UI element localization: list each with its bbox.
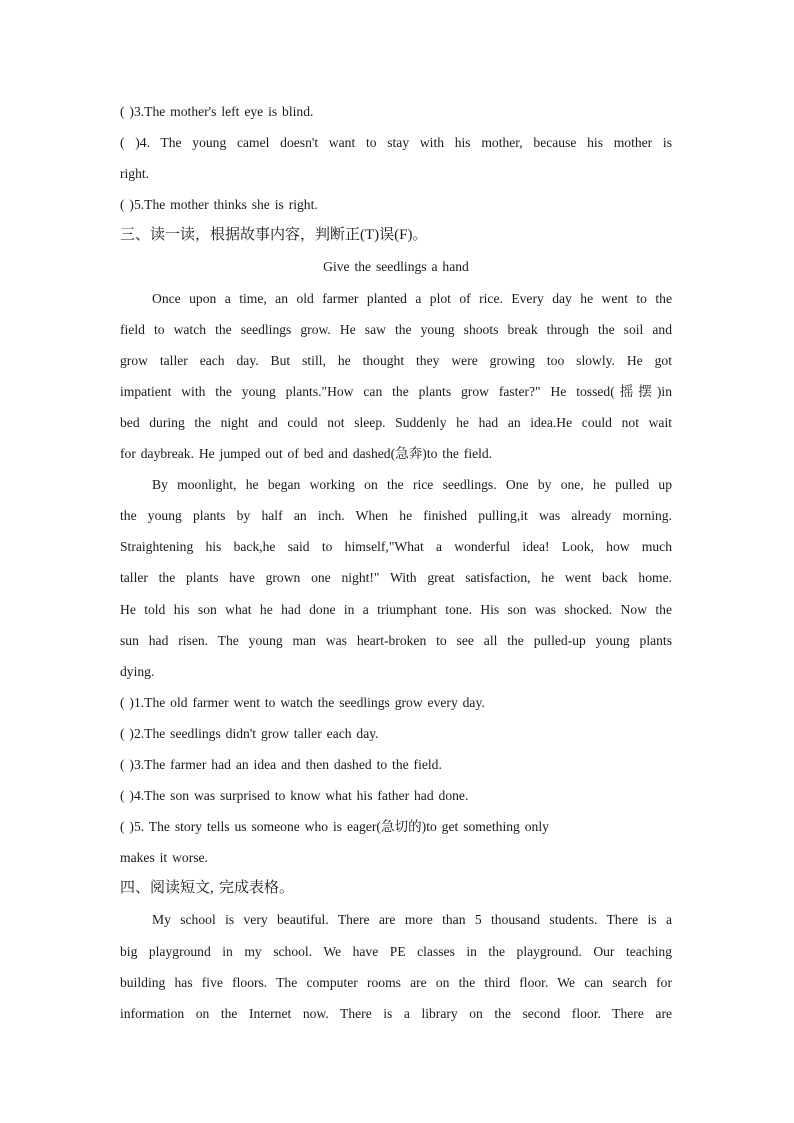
question-line: ( )1.The old farmer went to watch the seedlings grow every day. [120,694,485,710]
question-line: makes it worse. [120,850,208,866]
paragraph-line: sun had risen. The young man was heart-broken to see all the pulled-up young plants [120,632,672,648]
question-line: ( )3.The mother's left eye is blind. [120,104,314,119]
paragraph-line: impatient with the young plants."How can the plants grow faster?" He tossed(摇摆)in [120,383,672,399]
paragraph-line: My school is very beautiful. There are more than 5 thousand students. There is a [152,912,672,928]
paragraph-line: building has five floors. The computer rooms are on the third floor. We can search for [120,974,672,990]
question-line: ( )5.The mother thinks she is right. [120,197,318,213]
paragraph-line: bed during the night and could not sleep. Suddenly he had an idea.He could not wait [120,414,672,430]
paragraph-line: Straightening his back,he said to himself,"What a wonderful idea! Look, how much [120,539,672,555]
paragraph-line: dying. [120,663,155,679]
question-line: ( )2.The seedlings didn't grow taller each day. [120,725,379,741]
reading-passage [120,904,672,1028]
paragraph-line: grow taller each day. But still, he thought they were growing too slowly. He got [120,352,672,368]
story-paragraph-1 [120,283,672,470]
paragraph-line: taller the plants have grown one night!" With great satisfaction, he went back home. [120,570,672,586]
story-title: Give the seedlings a hand [323,259,469,275]
story-paragraph-2 [120,469,672,687]
true-false-questions [120,687,672,874]
paragraph-line: Once upon a time, an old farmer planted a plot of rice. Every day he went to the [152,290,672,306]
worksheet-page [120,96,672,1029]
paragraph-line: information on the Internet now. There is a library on the second floor. There are [120,1005,672,1021]
section-heading-3: 三、读一读，根据故事内容，判断正(T)误(F)。 [120,227,428,244]
paragraph-line: field to watch the seedlings grow. He saw the young shoots break through the soil and [120,321,672,337]
paragraph-line: the young plants by half an inch. When he finished pulling,it was already morning. [120,508,672,524]
question-line: right. [120,166,150,182]
question-line: ( )3.The farmer had an idea and then dashed to the field. [120,756,442,772]
question-line: ( )4. The young camel doesn't want to stay with his mother, because his mother is [120,135,672,151]
paragraph-line: By moonlight, he began working on the rice seedlings. One by one, he pulled up [152,477,672,493]
question-line: ( )5. The story tells us someone who is eager(急切的)to get something only [120,819,549,835]
question-line: ( )4.The son was surprised to know what his father had done. [120,788,469,804]
paragraph-line: for daybreak. He jumped out of bed and dashed(急奔)to the field. [120,446,493,462]
paragraph-line: big playground in my school. We have PE classes in the playground. Our teaching [120,943,672,959]
paragraph-line: He told his son what he had done in a triumphant tone. His son was shocked. Now the [120,601,672,617]
section-heading-4: 四、阅读短文, 完成表格。 [120,880,295,897]
